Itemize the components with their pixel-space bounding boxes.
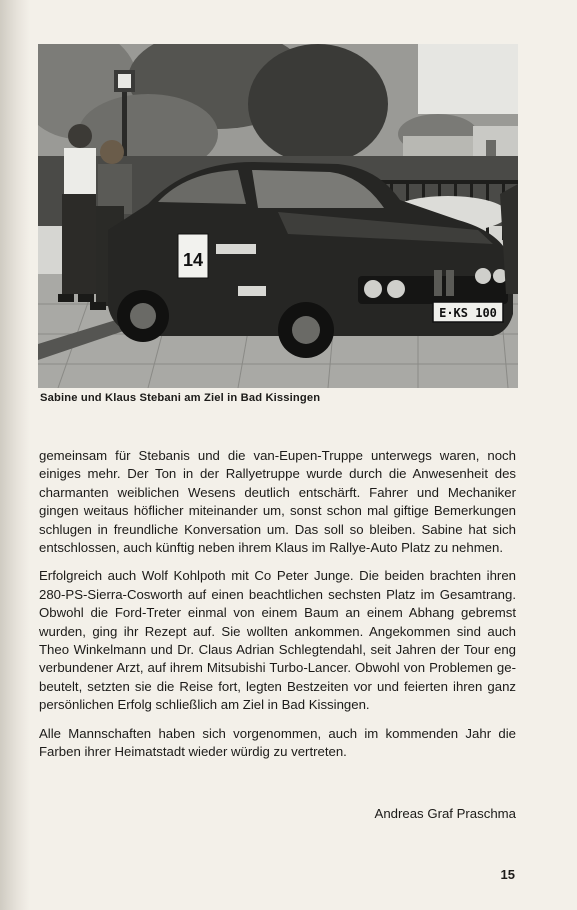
door-number-text: 14 bbox=[182, 250, 204, 270]
paragraph-2: Erfolgreich auch Wolf Kohlpoth mit Co Peter Junge. Die beiden brachten ihren 280-PS-Sierra-Cosworth auf einen beachtlichen sechsten Platz im Gesamtrang. Obwohl die Ford-Treter einmal von einem Baum an einem Abhang gebremst wurden, ging ihr Rezept auf. Sie wollten ankommen. Angekommen sind auch Theo Winkelmann und Dr. Claus Adrian Schlegtendahl, seit Jahren der Tour eng verbundener Arzt, auf ihrem Mitsubishi Turbo-Lancer. Obwohl von Problemen gebeutelt, setzten sie die Reise fort, legten Bestzeiten vor und feierten ihren ganz persönlichen Erfolg schließlich am Ziel in Bad Kissingen. bbox=[39, 568, 516, 713]
photo-illustration bbox=[38, 44, 518, 388]
photo-caption: Sabine und Klaus Stebani am Ziel in Bad Kissingen bbox=[40, 392, 321, 404]
page-binding-shadow bbox=[0, 0, 30, 910]
rally-car-photo bbox=[38, 44, 518, 388]
article-body bbox=[39, 447, 516, 772]
paragraph-1: gemeinsam für Stebanis und die van-Eupen-Truppe unterwegs waren, noch einiges mehr. Der Ton in der Rallyetruppe wurde durch die Anwesenheit des charmanten weiblichen Wesens deutlich entschärft. Fahrer und Mechaniker gingen weitaus höflicher miteinander um, sonst schon mal giftige Bemerkungen schlugen in freundliche Konversation um. Das soll so bleiben. Sabine hat sich entschlossen, auch künftig neben ihrem Klaus im Rallye-Auto Platz zu nehmen. bbox=[39, 448, 516, 556]
page-number: 15 bbox=[500, 867, 515, 882]
paragraph-3: Alle Mannschaften haben sich vorgenommen, auch im kommenden Jahr die Farben ihrer Heimatstadt wieder würdig zu vertreten. bbox=[39, 725, 516, 760]
author-signature: Andreas Graf Praschma bbox=[374, 806, 516, 821]
license-plate-text: E·KS 100 bbox=[439, 306, 497, 320]
